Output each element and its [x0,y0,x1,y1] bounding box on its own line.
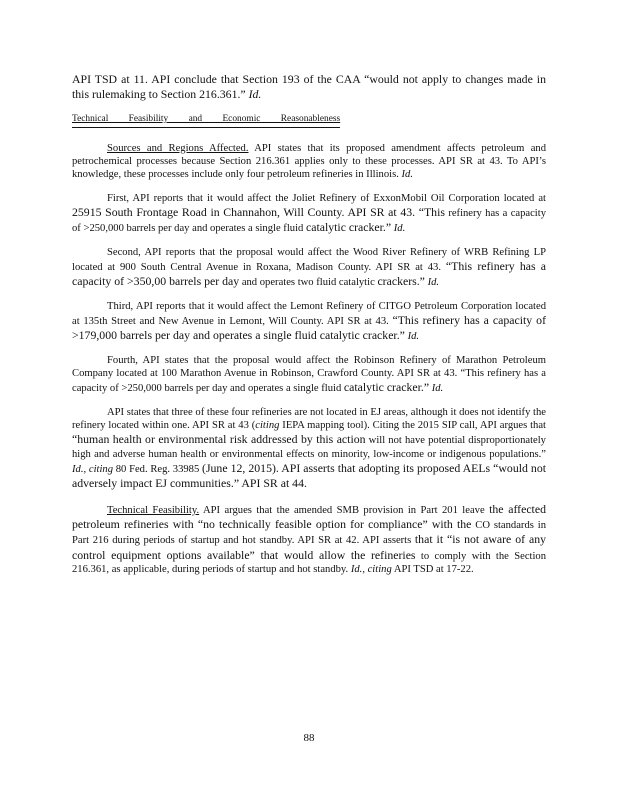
paragraph-robinson [72,354,546,396]
paragraph-text: “This refinery has a capacity of >350,00 barrels per day [72,258,546,289]
citation-id: Id. [248,86,262,101]
subheading-technical: Technical Feasibility. [107,504,200,516]
citation-id: Id. [431,383,444,395]
paragraph-text: API states that its proposed amendment affects petroleum and petrochemical processes because Section 216.361 applies only to these processes. API SR at 43. To API’s knowledge, these processes include only four petroleum refineries in Illinois. [72,142,546,181]
citation-id: Id. [350,564,363,576]
paragraph-text: (June 12, 2015). API asserts that adopting its proposed AELs “would not adversely impact EJ communities.” API SR at 44. [72,461,546,491]
paragraph-text: API argues that the amended SMB provision in Part 201 leave [202,504,485,516]
paragraph-lemont [72,300,546,344]
paragraph-text: the affected petroleum refineries with “no technically feasible option for compliance” with the [72,501,546,532]
citation-id: Id. [427,277,440,289]
paragraph-ej: API states that three of these four refineries are not located in EJ areas, although it does not identify the refinery located within one. API SR at 43 (citing IEPA mapping tool). Citing the 2015 SIP call, API argues that “human health or environmental risk addressed by this action will not have potential disproportionately high and adverse human health or environmental effects on minority, low-income or indigenous populations.” Id., citing 80 Fed. Reg. 33985 (June 12, 2015). API asserts that adopting its proposed AELs “would not adversely impact EJ communities.” API SR at 44. [72,406,546,491]
paragraph-technical: Technical Feasibility. API argues that the amended SMB provision in Part 201 leave the affected petroleum refineries with “no technically feasible option for compliance” with the CO standards in Part 216 during periods of startup and hot standby. API SR at 42. API asserts that it “is not aware of any control equipment options available” that would allow the refineries to comply with the Section 216.361, as applicable, during periods of startup and hot standby. Id., citing API TSD at 17-22. [72,501,547,576]
paragraph-text: that it “is not aware of any control equipment options available” that would allow the refineries [72,532,547,562]
citing-signal: citing [367,564,392,576]
paragraph-text: Second, API reports that the proposal would affect the Wood River Refinery of WRB Refining LP located at 900 South Central Avenue in Roxana, Madison County. API SR at 43. [72,246,546,273]
paragraph-intro [72,72,546,102]
paragraph-text: API TSD at 17-22. [393,564,474,576]
paragraph-sources [72,142,546,182]
paragraph-text: catalytic cracker.” [305,220,392,235]
paragraph-text: First, API reports that it would affect the Joliet Refinery of ExxonMobil Oil Corporation located at [107,192,546,204]
paragraph-text: crackers.” [377,274,425,289]
paragraph-text: will not have potential disproportionately high and adverse human health or environmental effects on minority, low-income or indigenous populations.” [72,435,546,460]
paragraph-text: “This refinery has a capacity of >179,000 barrels per day and operates a single fluid catalytic cracker.” [72,313,546,343]
citing-signal: citing [88,464,114,476]
paragraph-text: “human health or environmental risk addressed by this action [72,432,366,447]
paragraph-text: API TSD at 11. API conclude that Section 193 of the CAA “would not apply to changes made in this rulemaking to Section 216.361.” [72,72,546,101]
citation-id: Id. [72,464,84,476]
citation-id: Id. [407,331,420,343]
paragraph-text: to comply with the Section 216.361, as applicable, during periods of startup and hot standby. [72,550,546,576]
paragraph-text: Fourth, API states that the proposal would affect the Robinson Refinery of Marathon Petroleum Company located at 100 Marathon Avenue in Robinson, Crawford County. API SR at 43. “This refinery has a capacity of >250,000 barrels per day and operates a single fluid [72,354,546,395]
paragraph-text: API states that three of these four refineries are not located in EJ areas, although it does not identify the refinery located within one. API SR at 43 ( [72,406,546,432]
paragraph-text: 80 Fed. Reg. 33985 [115,464,200,476]
citing-signal: citing [255,420,280,432]
paragraph-text: refinery has a capacity of >250,000 barrels per day and operates a single fluid [72,207,546,235]
paragraph-text: Third, API reports that it would affect the Lemont Refinery of CITGO Petroleum Corporation located at 135th Street and New Avenue in Lemont, Will County. API SR at 43. [72,300,546,327]
citation-id: Id. [393,223,406,235]
paragraph-text: catalytic cracker.” [343,380,430,395]
paragraph-text: and operates two fluid catalytic [241,277,375,289]
page-body [72,72,546,587]
paragraph-wood-river [72,246,546,290]
subheading-sources: Sources and Regions Affected. [107,142,249,154]
paragraph-joliet [72,192,546,236]
section-heading: Technical Feasibility and Economic Reasonableness [72,114,340,128]
page-number: 88 [303,732,315,744]
citation-id: Id. [401,169,413,181]
paragraph-text: CO standards in Part 216 during periods of startup and hot standby. API SR at 42. API asserts [72,520,546,547]
paragraph-text: 25915 South Frontage Road in Channahon, Will County. API SR at 43. “This [72,204,445,219]
paragraph-text: IEPA mapping tool). Citing the 2015 SIP call, API argues that [282,420,546,432]
